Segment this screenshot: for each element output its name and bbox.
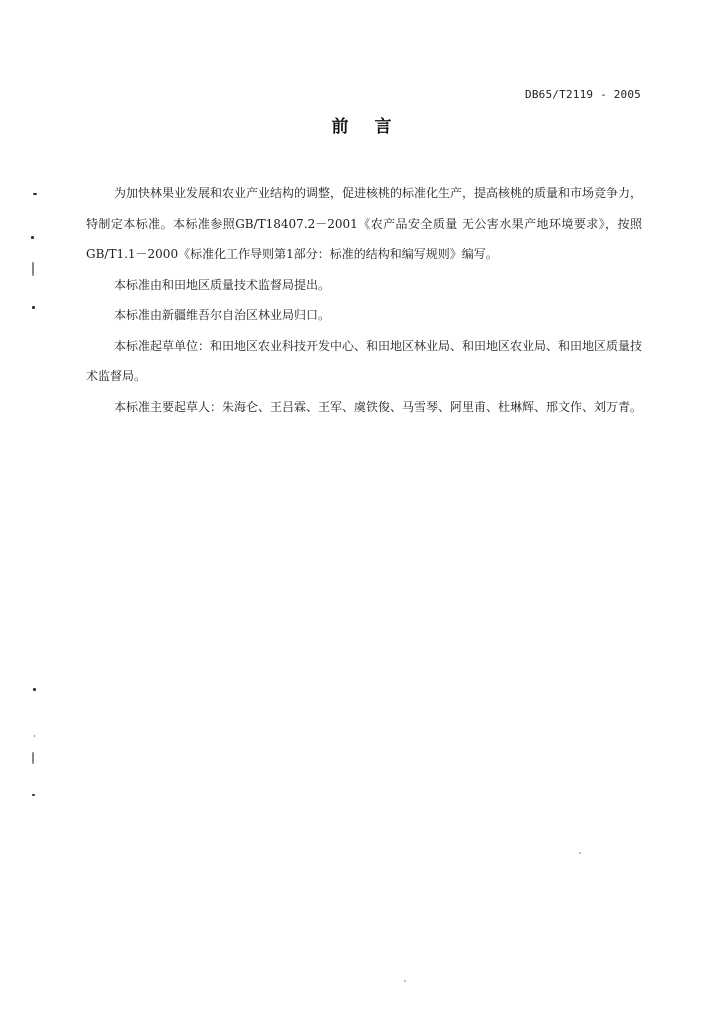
scan-speck <box>33 193 37 195</box>
paragraph-drafting-units: 本标准起草单位：和田地区农业科技开发中心、和田地区林业局、和田地区农业局、和田地区质量技术监督局。 <box>86 338 643 383</box>
scan-speck <box>32 306 35 309</box>
paragraph-centralized: 本标准由新疆维吾尔自治区林业局归口。 <box>114 308 331 322</box>
scan-speck <box>579 852 581 854</box>
scan-speck <box>32 752 34 764</box>
scan-speck <box>34 735 35 737</box>
paragraph-proposer: 本标准由和田地区质量技术监督局提出。 <box>114 277 331 292</box>
scan-speck <box>404 980 406 982</box>
paragraph-drafters: 本标准主要起草人：朱海仑、王吕霖、王军、虞铁俊、马雪琴、阿里甫、杜琳辉、邢文作、刘万青。 <box>114 399 643 414</box>
standard-code: DB65/T2119 - 2005 <box>525 88 641 101</box>
scan-speck <box>32 262 34 276</box>
page-title: 前言 <box>331 117 418 137</box>
paragraph-purpose: 为加快林果业发展和农业产业结构的调整，促进核桃的标准化生产，提高核桃的质量和市场竞争力，特制定本标准。本标准参照GB/T18407.2－2001《农产品安全质量 无公害水果产地环境要求》，按照GB/T1.1－2000《标准化工作导则第1部分：标准的结构和编写规则》编写。 <box>86 186 643 261</box>
scan-speck <box>32 794 35 796</box>
scan-speck <box>33 688 36 691</box>
scan-speck <box>31 236 34 239</box>
foreword-body <box>86 178 642 422</box>
